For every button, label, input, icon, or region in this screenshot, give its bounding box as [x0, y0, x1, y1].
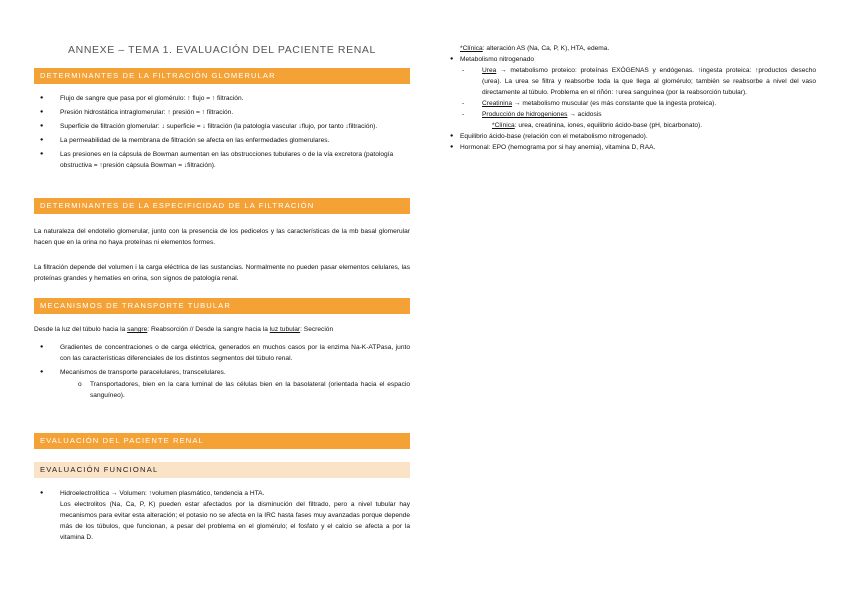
text: *Clínica	[460, 45, 483, 52]
text: Producción de hidrogeniones	[482, 111, 568, 118]
list-item	[34, 367, 410, 401]
section-evaluacion-body	[34, 488, 410, 543]
section-heading-evaluacion: EVALUACIÓN DEL PACIENTE RENAL	[34, 433, 410, 449]
list-item: ● Equilibrio ácido-base (relación con el metabolismo nitrogenado).	[444, 131, 816, 142]
right-column-body	[444, 43, 816, 153]
list-item: ● Flujo de sangre que pasa por el glomérulo: ↑ flujo = ↑ filtración.	[34, 93, 410, 104]
paragraph: La filtración depende del volumen i la carga eléctrica de las sustancias. Normalmente no pueden pasar elementos celulares, las proteínas grandes y hematíes en orina, son signos de patología renal.	[34, 264, 410, 282]
section-especificidad-body	[34, 226, 410, 284]
sub-list-item	[444, 98, 816, 109]
text: → acidosis	[567, 111, 602, 118]
clinica-note	[460, 120, 816, 131]
subsection-heading-funcional: EVALUACIÓN FUNCIONAL	[34, 462, 410, 478]
list-item: ● La permeabilidad de la membrana de filtración se afecta en las enfermedades glomerulares.	[34, 135, 410, 146]
clinica-note	[444, 43, 816, 54]
text: Urea	[482, 67, 497, 74]
text: Los electrolitos (Na, Ca, P, K) pueden estar afectados por la disminución del filtrado, pero a nivel tubular hay mecanismos para evitar esta alteración; el potasio no se afecta en la IRC hasta fases muy avanzadas porque depende más de los túbulos, que funcionan, a pesar del problema en el glomérulo; el fosfato y el calcio se afecta a por la vitamina D.	[60, 501, 410, 541]
text: : Reabsorción // Desde la sangre hacia la	[147, 326, 270, 333]
sub-list-item: o Transportadores, bien en la cara luminal de las células bien en la basolateral (orientada hacia el espacio sanguíneo).	[34, 379, 410, 401]
sub-list-item	[444, 109, 816, 120]
list-item: ● Presión hidrostática intraglomerular: ↑ presión = ↑ filtración.	[34, 107, 410, 118]
text: → metabolismo proteico: proteínas EXÓGENAS y endógenas. ↑ingesta proteica: ↑productos desecho (urea). La urea se filtra y reabsorbe toda la que llega al glomérulo; también se reabsorbe a nivel del vaso directamente al túbulo. Problema en el riñón: ↑urea sanguínea (por la reabsorción tubular).	[482, 67, 816, 96]
section-transporte-body	[34, 324, 410, 401]
section-heading-especificidad: DETERMINANTES DE LA ESPECIFICIDAD DE LA FILTRACIÓN	[34, 198, 410, 214]
list-item: ● Hormonal: EPO (hemograma por si hay anemia), vitamina D, RAA.	[444, 142, 816, 153]
paragraph: La naturaleza del endotelio glomerular, junto con la presencia de los pedicelos y las características de la mb basal glomerular hacen que en la orina no haya proteínas ni elementos formes.	[34, 228, 410, 246]
list-item	[444, 54, 816, 131]
text: Creatinina	[482, 100, 513, 107]
text: : alteración AS (Na, Ca, P, K), HTA, edema.	[482, 45, 610, 52]
text: : Secreción	[300, 326, 334, 333]
text: → metabolismo muscular (es más constante que la ingesta proteica).	[512, 100, 717, 107]
page-title: ANNEXE – TEMA 1. EVALUACIÓN DEL PACIENTE RENAL	[68, 44, 376, 56]
section-heading-filtracion: DETERMINANTES DE LA FILTRACIÓN GLOMERULAR	[34, 68, 410, 84]
text: Mecanismos de transporte paracelulares, transcelulares.	[60, 369, 226, 376]
list-item	[34, 488, 410, 543]
text: ● Hidroelectrolítica → Volumen: ↑volumen plasmático, tendencia a HTA.	[60, 490, 265, 497]
list-item: ● Superficie de filtración glomerular: ↓ superficie = ↓ filtración (la patología vascular ↓flujo, por tanto ↓filtración).	[34, 121, 410, 132]
section-heading-transporte: MECANISMOS DE TRANSPORTE TUBULAR	[34, 298, 410, 314]
list-item: ● Las presiones en la cápsula de Bowman aumentan en las obstrucciones tubulares o de la vía excretora (patología obstructiva = ↑presión cápsula Bowman = ↓filtración).	[34, 149, 410, 171]
transport-intro	[34, 324, 410, 335]
text: : urea, creatinina, iones, equilibrio ácido-base (pH, bicarbonato).	[514, 122, 703, 129]
text: *Clínica	[492, 122, 515, 129]
text: Desde la luz del túbulo hacia la	[34, 326, 128, 333]
text: Metabolismo nitrogenado	[460, 56, 535, 63]
list-item: ● Gradientes de concentraciones o de carga eléctrica, generados en muchos casos por la enzima Na-K-ATPasa, junto con las características diferenciales de los distintos segmentos del túbulo renal.	[34, 342, 410, 364]
section-filtracion-body	[34, 93, 410, 171]
text: luz tubular	[269, 326, 301, 333]
text: sangre	[127, 326, 148, 333]
sub-list-item	[444, 65, 816, 98]
